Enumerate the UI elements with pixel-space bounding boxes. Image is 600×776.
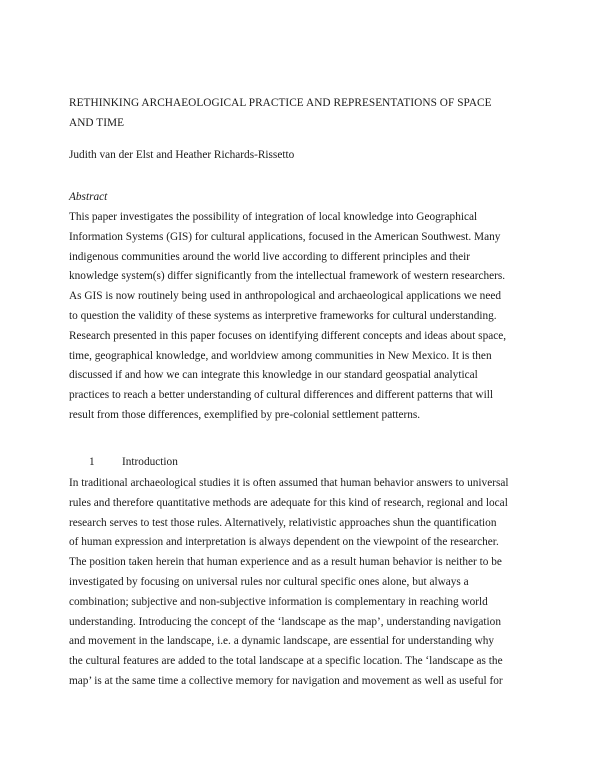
abstract-line: time, geographical knowledge, and worldview among communities in New Mexico. It is then	[69, 349, 492, 362]
title-line: RETHINKING ARCHAEOLOGICAL PRACTICE AND REPRESENTATIONS OF SPACE	[69, 97, 492, 109]
abstract-line: Information Systems (GIS) for cultural applications, focused in the American Southwest. Many	[69, 230, 501, 243]
body-line: investigated by focusing on universal rules nor cultural specific ones alone, but always a	[69, 575, 469, 588]
abstract-line: to question the validity of these systems as interpretive frameworks for cultural understanding.	[69, 309, 497, 322]
abstract-line: discussed if and how we can integrate this knowledge in our standard geospatial analytical	[69, 369, 478, 382]
abstract-line: Research presented in this paper focuses on identifying different concepts and ideas about space,	[69, 329, 507, 342]
abstract-line: This paper investigates the possibility of integration of local knowledge into Geographical	[69, 211, 478, 223]
body-line: combination; subjective and non-subjective information is complementary in reaching world	[69, 595, 488, 608]
abstract-line: As GIS is now routinely being used in anthropological and archaeological applications we need	[69, 290, 501, 303]
abstract-heading: Abstract	[69, 191, 108, 203]
body-line: map’ is at the same time a collective memory for navigation and movement as well as useful for	[69, 674, 503, 687]
body-line: The position taken herein that human experience and as a result human behavior is neither to be	[69, 556, 502, 569]
abstract-line: practices to reach a better understanding of cultural differences and different patterns that will	[69, 389, 493, 402]
abstract-body	[69, 208, 539, 426]
section-number: 1	[89, 456, 95, 468]
body-line: of human expression and interpretation is always dependent on the viewpoint of the researcher.	[69, 536, 499, 549]
abstract-line: indigenous communities around the world live according to different principles and their	[69, 250, 471, 263]
body-line: the cultural features are added to the total landscape at a specific location. The ‘landscape as the	[69, 655, 503, 668]
section-heading	[89, 455, 178, 470]
introduction-body	[69, 474, 539, 692]
body-line: understanding. Introducing the concept of the ‘landscape as the map’, understanding navigation	[69, 615, 501, 628]
body-line: research serves to test those rules. Alternatively, relativistic approaches shun the quantification	[69, 516, 497, 529]
body-line: and movement in the landscape, i.e. a dynamic landscape, are essential for understanding why	[69, 635, 495, 648]
body-line: In traditional archaeological studies it is often assumed that human behavior answers to universal	[69, 477, 509, 489]
body-line: rules and therefore quantitative methods are adequate for this kind of research, regional and local	[69, 496, 508, 509]
abstract-line: knowledge system(s) differ significantly from the intellectual framework of western researchers.	[69, 270, 506, 283]
author-list: Judith van der Elst and Heather Richards-Rissetto	[69, 149, 295, 161]
paper-title	[69, 94, 539, 133]
title-line: AND TIME	[69, 116, 125, 129]
abstract-line: result from those differences, exemplified by pre-colonial settlement patterns.	[69, 408, 421, 421]
section-title: Introduction	[122, 456, 178, 468]
